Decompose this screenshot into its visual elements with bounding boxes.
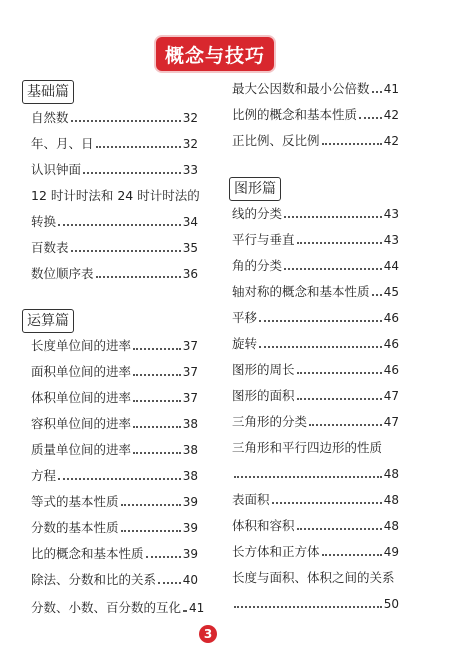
dot-leader [297,398,382,400]
dot-leader [284,216,382,218]
dot-leader [158,582,181,584]
toc-entry-title: 正比例、反比例 [232,133,320,148]
toc-entry-page: 41 [189,601,205,615]
dot-leader [297,242,382,244]
dot-leader [322,554,382,556]
dot-leader [133,400,181,402]
toc-entry-page: 46 [383,311,399,325]
dot-leader [234,606,382,608]
toc-entry-page: 42 [383,108,399,122]
toc-entry-page: 39 [182,547,198,561]
toc-entry[interactable] [31,540,198,562]
dot-leader [121,530,181,532]
toc-entry[interactable] [232,486,399,508]
toc-entry[interactable] [31,462,198,484]
toc-entry[interactable] [232,512,399,534]
toc-entry-title: 转换 [31,214,57,229]
toc-entry-title: 比例的概念和基本性质 [232,107,358,122]
toc-entry-title: 认识钟面 [31,162,82,177]
toc-entry-page: 34 [182,215,198,229]
toc-entry-title: 质量单位间的进率 [31,442,132,457]
page-title: 概念与技巧 [156,37,274,71]
page-number-badge: 3 [199,625,217,643]
toc-entry-page: 47 [383,415,399,429]
toc-entry-page: 43 [383,233,399,247]
toc-entry-page: 46 [383,337,399,351]
toc-entry-page: 37 [182,391,198,405]
toc-entry-page: 39 [182,495,198,509]
toc-entry-title: 表面积 [232,492,270,507]
dot-leader [297,528,382,530]
toc-entry[interactable] [232,127,399,149]
toc-entry-title: 体积单位间的进率 [31,390,132,405]
toc-entry-title: 数位顺序表 [31,266,94,281]
toc-entry-title: 分数的基本性质 [31,520,119,535]
toc-entry-continued: 三角形和平行四边形的性质 [232,440,383,455]
toc-entry[interactable] [232,252,399,274]
dot-leader [146,556,181,558]
toc-entry-page: 36 [182,267,198,281]
section-basic-heading: 基础篇 [22,80,74,104]
dot-leader [121,504,181,506]
toc-entry-page: 32 [182,111,198,125]
dot-leader [359,117,382,119]
toc-entry[interactable] [31,234,198,256]
toc-entry-page: 40 [182,573,198,587]
toc-entry[interactable] [31,104,198,126]
toc-entry-page: 48 [383,493,399,507]
dot-leader [133,348,181,350]
toc-entry-title: 等式的基本性质 [31,494,119,509]
toc-entry-title: 比的概念和基本性质 [31,546,144,561]
toc-entry-title: 旋转 [232,336,258,351]
toc-entry-title: 图形的周长 [232,362,295,377]
dot-leader [322,143,382,145]
dot-leader [234,476,382,478]
dot-leader [58,478,181,480]
dot-leader [272,502,382,504]
toc-entry-title: 线的分类 [232,206,283,221]
dot-leader [96,276,181,278]
dot-leader [183,610,187,612]
toc-entry-title: 长度单位间的进率 [31,338,132,353]
toc-entry[interactable] [232,226,399,248]
toc-entry[interactable] [31,332,198,354]
toc-entry-title: 平移 [232,310,258,325]
toc-entry-title: 除法、分数和比的关系 [31,572,157,587]
toc-entry[interactable] [232,356,399,378]
toc-entry[interactable] [232,590,399,612]
toc-entry[interactable] [31,410,198,432]
toc-entry-title: 图形的面积 [232,388,295,403]
toc-entry-page: 42 [383,134,399,148]
toc-entry[interactable] [232,382,399,404]
toc-entry-page: 46 [383,363,399,377]
dot-leader [83,172,181,174]
toc-entry-title: 百数表 [31,240,69,255]
toc-entry[interactable] [31,566,198,588]
dot-leader [297,372,382,374]
toc-entry[interactable] [31,260,198,282]
toc-entry-page: 45 [383,285,399,299]
toc-entry[interactable] [31,130,198,152]
toc-entry-title: 角的分类 [232,258,283,273]
toc-entry-page: 35 [182,241,198,255]
section-geometry-heading: 图形篇 [229,177,281,201]
toc-entry[interactable] [232,101,399,123]
toc-entry[interactable] [31,384,198,406]
toc-entry-title: 年、月、日 [31,136,94,151]
toc-entry-page: 32 [182,137,198,151]
toc-entry-continued: 12 时计时法和 24 时计时法的 [31,188,200,203]
dot-leader [71,120,181,122]
toc-entry[interactable] [232,304,399,326]
toc-entry-page: 37 [182,365,198,379]
toc-entry-title: 平行与垂直 [232,232,295,247]
dot-leader [372,91,382,93]
toc-entry[interactable] [31,514,198,536]
toc-entry-title: 方程 [31,468,57,483]
toc-entry-page: 37 [182,339,198,353]
dot-leader [133,374,181,376]
toc-entry-page: 47 [383,389,399,403]
dot-leader [58,224,181,226]
toc-entry[interactable] [232,408,399,430]
dot-leader [259,346,382,348]
toc-entry-page: 49 [383,545,399,559]
toc-entry-title: 容积单位间的进率 [31,416,132,431]
toc-entry-page: 41 [383,82,399,96]
toc-entry[interactable] [232,538,399,560]
dot-leader [309,424,382,426]
toc-entry-continued: 长度与面积、体积之间的关系 [232,570,395,585]
toc-entry[interactable] [232,278,399,300]
toc-entry[interactable] [31,436,198,458]
toc-entry[interactable] [232,460,399,482]
toc-entry-title: 自然数 [31,110,69,125]
toc-entry-title: 轴对称的概念和基本性质 [232,284,370,299]
toc-entry-page: 33 [182,163,198,177]
toc-entry-page: 39 [182,521,198,535]
dot-leader [133,426,181,428]
toc-entry-page: 48 [383,467,399,481]
toc-entry[interactable] [31,594,205,616]
toc-entry[interactable] [31,358,198,380]
toc-entry-title: 面积单位间的进率 [31,364,132,379]
toc-entry-page: 50 [383,597,399,611]
toc-entry[interactable] [232,200,399,222]
toc-entry[interactable] [31,488,198,510]
toc-entry-page: 44 [383,259,399,273]
dot-leader [284,268,382,270]
toc-entry-title: 最大公因数和最小公倍数 [232,81,370,96]
toc-entry[interactable] [31,208,198,230]
toc-entry-title: 长方体和正方体 [232,544,320,559]
toc-entry-page: 38 [182,443,198,457]
dot-leader [133,452,181,454]
toc-entry-page: 38 [182,417,198,431]
toc-entry-title: 分数、小数、百分数的互化 [31,600,182,615]
dot-leader [259,320,382,322]
toc-entry-page: 43 [383,207,399,221]
dot-leader [71,250,181,252]
toc-entry-page: 48 [383,519,399,533]
toc-entry[interactable] [31,156,198,178]
toc-entry[interactable] [232,75,399,97]
toc-entry[interactable] [232,330,399,352]
section-operations-heading: 运算篇 [22,309,74,333]
dot-leader [96,146,181,148]
toc-entry-title: 体积和容积 [232,518,295,533]
toc-entry-title: 三角形的分类 [232,414,308,429]
dot-leader [372,294,382,296]
toc-entry-page: 38 [182,469,198,483]
